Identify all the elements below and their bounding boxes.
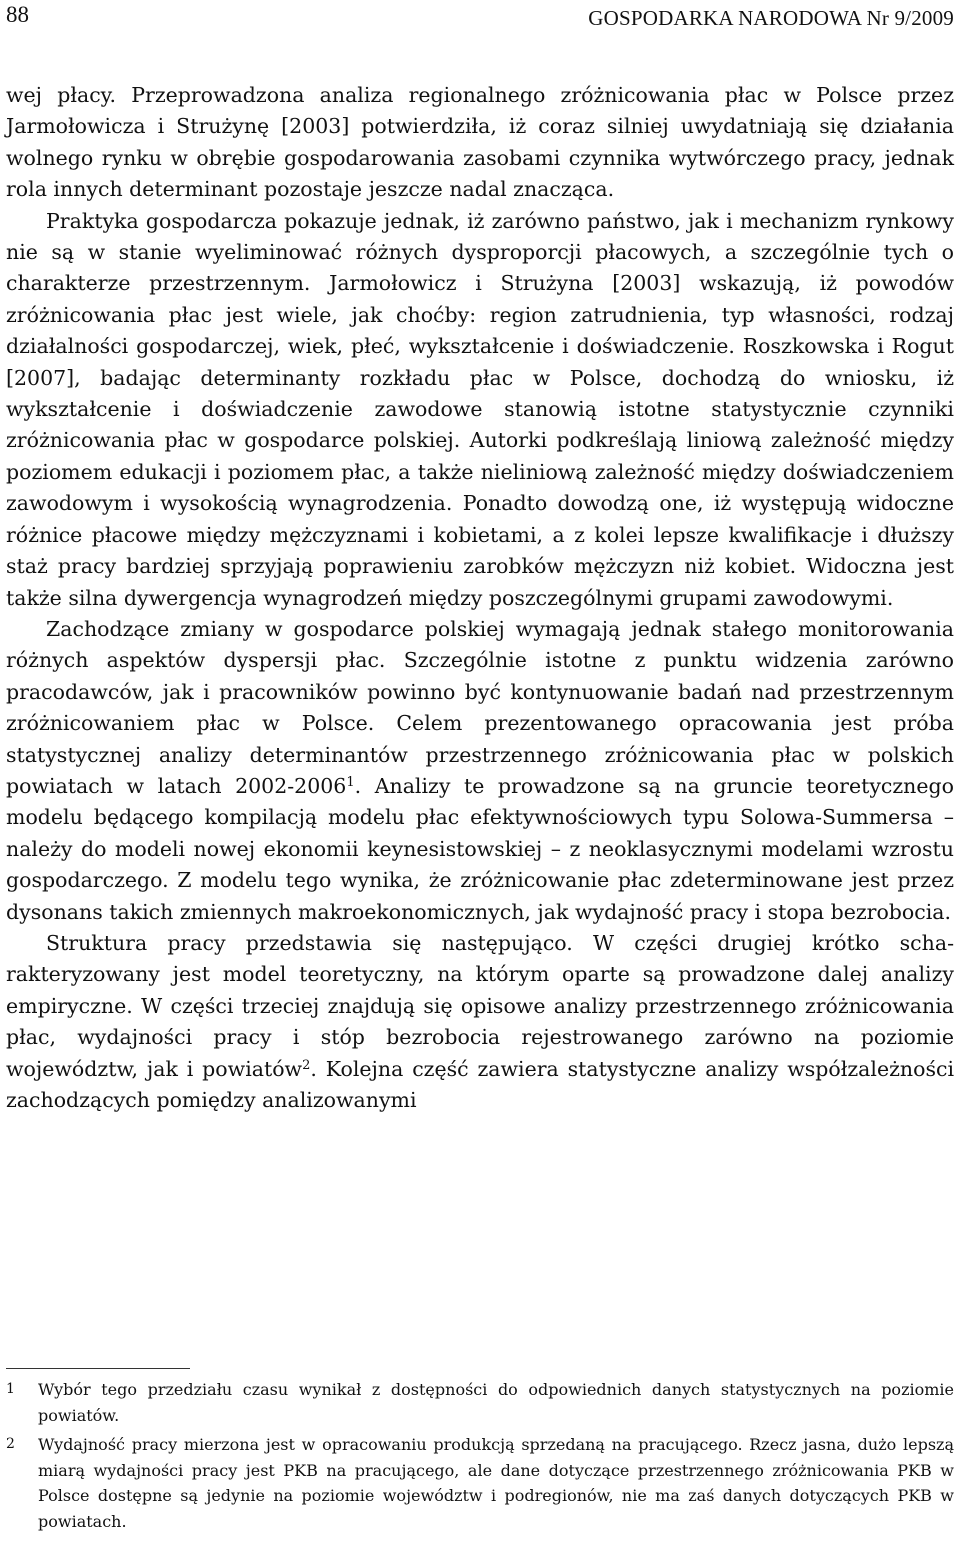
footnote-number: 2 bbox=[6, 1436, 15, 1452]
paragraph-4-text-b: . Kolejna część zawiera statystyczne analizy współzależności zachodzących pomiędzy analizowanymi bbox=[6, 1056, 954, 1112]
paragraph-4-text-a: Struktura pracy przedstawia się następująco. W części drugiej krótko scharakteryzowany jest model teoretyczny, na którym oparte są prowadzone dalej analizy empiryczne. W części trzeciej znajdują się opisowe analizy przestrzennego zróżnicowania płac, wydajności pracy i stóp bezrobocia rejestrowanego zarówno na poziomie województw, jak i powiatów bbox=[6, 930, 954, 1081]
footnote-number: 1 bbox=[6, 1381, 15, 1397]
paragraph-3 bbox=[6, 614, 954, 928]
footnote-ref-2[interactable]: 2 bbox=[302, 1057, 311, 1073]
paragraph-3-text-b: . Analizy te prowadzone są na gruncie teoretycznego modelu będącego kompilacją modelu płac efektywnościowych typu Solowa-Summersa – należy do modeli nowej ekonomii keynesistowskiej – z neoklasycznymi modelami wzrostu gospodarczego. Z modelu tego wynika, że zróżnicowanie płac zdeterminowane jest przez dysonans takich zmiennych makroekonomicznych, jak wydajność pracy i stopa bezrobocia. bbox=[6, 773, 954, 924]
body-text bbox=[6, 80, 954, 1116]
footnote-text: Wydajność pracy mierzona jest w opracowaniu produkcją sprzedaną na pracującego. Rzecz jasna, dużo lepszą miarą wydajności pracy jest PKB na pracującego, ale dane dotyczące przestrzennego zróżnicowania PKB w Polsce dostępne są jedynie na poziomie województw i podregionów, nie ma zaś danych dotyczących PKB w powiatach. bbox=[38, 1435, 954, 1531]
page-number: 88 bbox=[6, 2, 29, 27]
footnotes bbox=[6, 1377, 954, 1538]
footnote-1 bbox=[6, 1377, 954, 1428]
paragraph-1: wej płacy. Przeprowadzona analiza regionalnego zróżnicowania płac w Polsce przez Jarmołowicza i Strużynę [2003] potwierdziła, iż coraz silniej uwydatniają się działania wolnego rynku w obrębie gospodarowania zasobami czynnika wytwórczego pracy, jednak rola innych determinant pozostaje jeszcze nadal znacząca. bbox=[6, 83, 954, 202]
footnote-divider bbox=[6, 1368, 190, 1369]
paragraph-2: Praktyka gospodarcza pokazuje jednak, iż zarówno państwo, jak i mechanizm rynkowy nie są w stanie wyeliminować różnych dysproporcji płacowych, a szczególnie tych o charakterze przestrzennym. Jarmołowicz i Strużyna [2003] wskazują, iż powodów zróżnicowania płac jest wiele, jak choćby: region zatrudnienia, typ własności, rodzaj działalności gospodarczej, wiek, płeć, wykształcenie i doświadczenie. Roszkowska i Rogut [2007], badając determinanty rozkładu płac w Polsce, dochodzą do wniosku, iż wykształcenie i doświadczenie zawodowe stanowią istotne statystycznie czynniki zróżnicowania płac w gospodarce polskiej. Autorki podkreślają liniową zależność między poziomem edukacji i poziomem płac, a także nieliniową zależność między doświadczeniem zawodowym i wysokością wynagrodzenia. Ponadto dowodzą one, iż występują widoczne różnice płacowe między mężczyznami i kobietami, a z kolei lepsze kwalifikacje i dłuższy staż pracy bardziej sprzyjają poprawieniu zarobków mężczyzn niż kobiet. Widoczna jest także silna dywergencja wynagrodzeń między poszczególnymi grupami zawodowymi. bbox=[6, 208, 954, 610]
footnote-2 bbox=[6, 1432, 954, 1534]
journal-title: GOSPODARKA NARODOWA Nr 9/2009 bbox=[588, 6, 954, 30]
paragraph-3-text-a: Zachodzące zmiany w gospodarce polskiej wymagają jednak stałego monitorowania różnych aspektów dyspersji płac. Szczególnie istotne z punktu widzenia zarówno pracodawców, jak i pracowników powinno być kontynuowanie badań nad przestrzennym zróżnicowaniem płac w Polsce. Celem prezentowanego opracowania jest próba statystycznej analizy determinantów przestrzennego zróżnicowania płac w polskich powiatach w latach 2002-2006 bbox=[6, 616, 954, 798]
page-header bbox=[6, 0, 954, 40]
footnote-text: Wybór tego przedziału czasu wynikał z dostępności do odpowiednich danych statystycznych na poziomie powiatów. bbox=[38, 1380, 954, 1425]
paragraph-4 bbox=[6, 928, 954, 1116]
footnote-ref-1[interactable]: 1 bbox=[346, 774, 355, 790]
